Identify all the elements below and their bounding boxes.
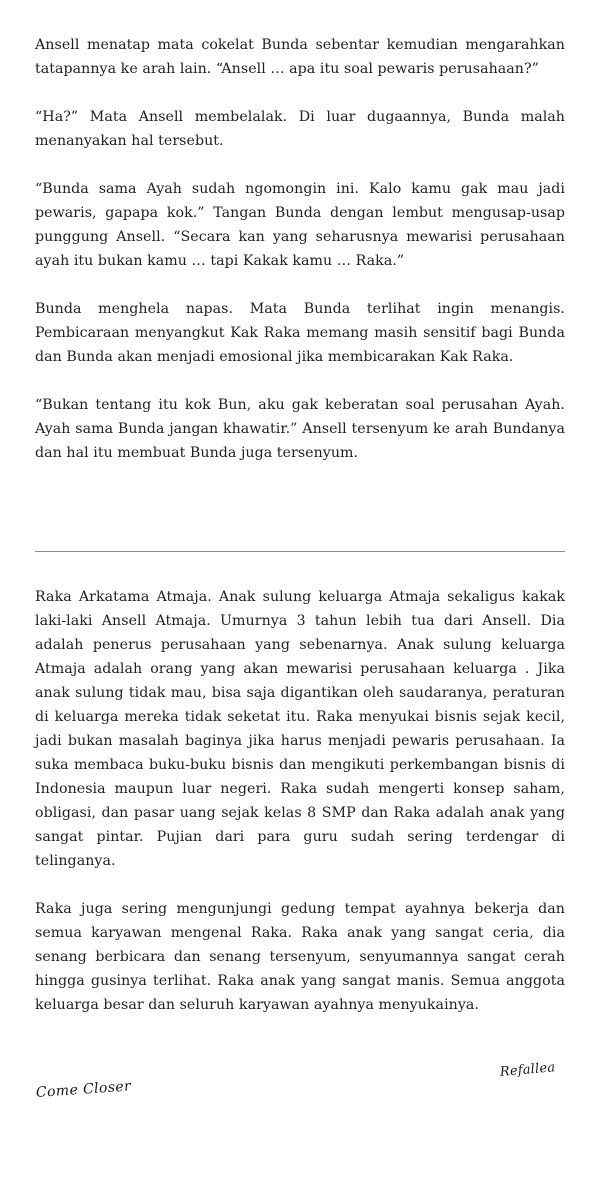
paragraph: Raka Arkatama Atmaja. Anak sulung keluarga Atmaja sekaligus kakak laki-laki Ansell Atmaja. Umurnya 3 tahun lebih tua dari Ansell. Dia adalah penerus perusahaan yang sebenarnya. Anak sulung keluarga Atmaja adalah orang yang akan mewarisi perusahaan keluarga . Jika anak sulung tidak mau, bisa saja digantikan oleh saudaranya, peraturan di keluarga mereka tidak seketat itu. Raka menyukai bisnis sejak kecil, jadi bukan masalah baginya jika harus menjadi pewaris perusahaan. Ia suka membaca buku-buku bisnis dan mengikuti perkembangan bisnis di Indonesia maupun luar negeri. Raka sudah mengerti konsep saham, obligasi, dan pasar uang sejak kelas 8 SMP dan Raka adalah anak yang sangat pintar. Pujian dari para guru sudah sering terdengar di telinganya. (35, 589, 565, 869)
book-title-signature: Come Closer (35, 1078, 132, 1101)
section-divider (35, 551, 565, 552)
author-signature: Refallea (499, 1060, 556, 1080)
paragraph: Bunda menghela napas. Mata Bunda terlihat ingin menangis. Pembicaraan menyangkut Kak Raka memang masih sensitif bagi Bunda dan Bunda akan menjadi emosional jika membicarakan Kak Raka. (35, 301, 565, 365)
paragraph: “Ha?” Mata Ansell membelalak. Di luar dugaannya, Bunda malah menanyakan hal tersebut. (35, 109, 565, 149)
paragraph: “Bunda sama Ayah sudah ngomongin ini. Kalo kamu gak mau jadi pewaris, gapapa kok.” Tangan Bunda dengan lembut mengusap-usap punggung Ansell. “Secara kan yang seharusnya mewarisi perusahaan ayah itu bukan kamu … tapi Kakak kamu … Raka.” (35, 181, 565, 269)
section-two (35, 585, 565, 1017)
paragraph: “Bukan tentang itu kok Bun, aku gak keberatan soal perusahan Ayah. Ayah sama Bunda jangan khawatir.” Ansell tersenyum ke arah Bundanya dan hal itu membuat Bunda juga tersenyum. (35, 397, 565, 461)
paragraph-gap (35, 873, 565, 897)
paragraph-gap (35, 81, 565, 105)
paragraph: Ansell menatap mata cokelat Bunda sebentar kemudian mengarahkan tatapannya ke arah lain. “Ansell … apa itu soal pewaris perusahaan?” (35, 37, 565, 77)
section-one (35, 33, 565, 465)
paragraph-gap (35, 273, 565, 297)
paragraph-gap (35, 369, 565, 393)
paragraph-gap (35, 153, 565, 177)
paragraph: Raka juga sering mengunjungi gedung tempat ayahnya bekerja dan semua karyawan mengenal Raka. Raka anak yang sangat ceria, dia senang berbicara dan senang tersenyum, senyumannya sangat cerah hingga gusinya terlihat. Raka anak yang sangat manis. Semua anggota keluarga besar dan seluruh karyawan ayahnya menyukainya. (35, 901, 565, 1013)
